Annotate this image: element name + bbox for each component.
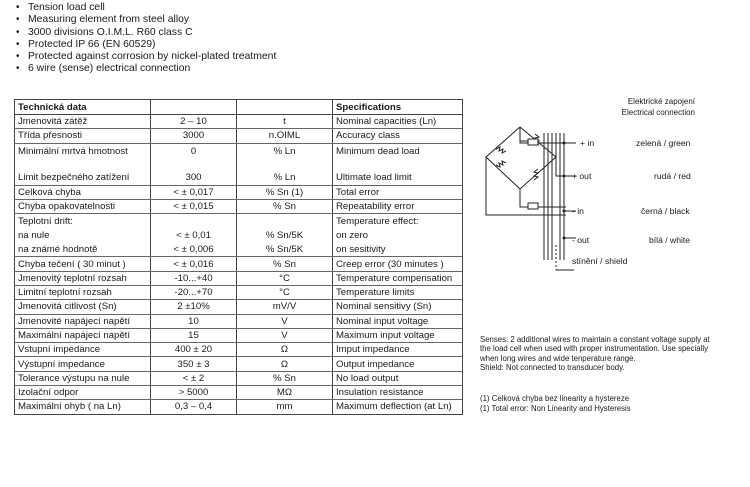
- row-value: < ± 0,016: [151, 257, 237, 271]
- row-cz: Jmenovitá citlivost (Sn): [15, 300, 151, 314]
- row-value: < ± 0,01: [151, 228, 237, 242]
- footnote-en: (1) Total error: Non Linearity and Hysteresis: [480, 404, 631, 413]
- wire-color-white: bílá / white: [649, 235, 691, 245]
- row-unit: % Sn/5K: [237, 228, 333, 242]
- row-cz: na nule: [15, 228, 151, 242]
- row-cz: Maximální napájecí napětí: [15, 328, 151, 342]
- row-value: < ± 0,015: [151, 200, 237, 214]
- row-unit: Ω: [237, 357, 333, 371]
- table-row: [15, 115, 463, 129]
- row-cz: na známé hodnotě: [15, 243, 151, 257]
- table-row: [15, 314, 463, 328]
- row-value: 2 – 10: [151, 115, 237, 129]
- row-unit: % Sn (1): [237, 185, 333, 199]
- row-cz: Jmenovitý teplotní rozsah: [15, 271, 151, 285]
- row-unit: % Ln: [237, 143, 333, 171]
- row-cz: Jmenovité napájecí napětí: [15, 314, 151, 328]
- row-en: Total error: [333, 185, 463, 199]
- footnotes: [480, 394, 631, 414]
- row-unit: Ω: [237, 343, 333, 357]
- row-en: Nominal input voltage: [333, 314, 463, 328]
- row-value: -20...+70: [151, 285, 237, 299]
- table-row: [15, 357, 463, 371]
- pin-minus-out: - out: [572, 235, 590, 245]
- row-unit: MΩ: [237, 386, 333, 400]
- row-en: Maximum input voltage: [333, 328, 463, 342]
- row-en: Imput impedance: [333, 343, 463, 357]
- table-row: [15, 185, 463, 199]
- row-value: 0: [151, 143, 237, 171]
- row-unit: °C: [237, 271, 333, 285]
- row-cz: Vstupní impedance: [15, 343, 151, 357]
- row-unit: °C: [237, 285, 333, 299]
- row-en: Ultimate load limit: [333, 171, 463, 185]
- table-row: [15, 386, 463, 400]
- row-cz: Maximální ohyb ( na Ln): [15, 400, 151, 414]
- shield-note: Shield: Not connected to transducer body.: [480, 363, 625, 373]
- row-value: 400 ± 20: [151, 343, 237, 357]
- header-value: [151, 100, 237, 115]
- row-value: 15: [151, 328, 237, 342]
- resistor-1: [496, 147, 506, 153]
- feature-list: [16, 2, 346, 76]
- row-en: Output impedance: [333, 357, 463, 371]
- row-unit: % Sn: [237, 371, 333, 385]
- feature-item: • Protected against corrosion by nickel-plated treatment: [16, 51, 346, 63]
- row-unit: % Sn: [237, 257, 333, 271]
- feature-item: • Measuring element from steel alloy: [16, 14, 346, 26]
- row-cz: Chyba tečení ( 30 minut ): [15, 257, 151, 271]
- table-row: [15, 129, 463, 143]
- row-en: Nominal capacities (Ln): [333, 115, 463, 129]
- row-value: < ± 2: [151, 371, 237, 385]
- table-row: [15, 171, 463, 185]
- header-en: Specifications: [333, 100, 463, 115]
- table-row: [15, 343, 463, 357]
- table-row: [15, 300, 463, 314]
- row-cz: Jmenovitá zátěž: [15, 115, 151, 129]
- row-value: < ± 0,017: [151, 185, 237, 199]
- row-en: Creep error (30 minutes ): [333, 257, 463, 271]
- row-value: > 5000: [151, 386, 237, 400]
- wire-color-red: rudá / red: [654, 171, 691, 181]
- row-en: Repeatability error: [333, 200, 463, 214]
- row-unit: [237, 214, 333, 228]
- table-row: [15, 257, 463, 271]
- row-value: 350 ± 3: [151, 357, 237, 371]
- pin-plus-in: + in: [580, 138, 595, 148]
- row-en: Temperature effect:: [333, 214, 463, 228]
- diagram-title-en: Electrical connection: [621, 107, 695, 117]
- table-row: [15, 371, 463, 385]
- pin-plus-out: + out: [572, 171, 592, 181]
- row-en: Temperature compensation: [333, 271, 463, 285]
- table-row: [15, 400, 463, 414]
- row-en: Accuracy class: [333, 129, 463, 143]
- feature-item: • Tension load cell: [16, 2, 346, 14]
- row-unit: mV/V: [237, 300, 333, 314]
- row-unit: V: [237, 328, 333, 342]
- table-row: [15, 214, 463, 228]
- table-row: [15, 143, 463, 171]
- notes-block: [480, 335, 720, 373]
- row-en: Temperature limits: [333, 285, 463, 299]
- table-row: [15, 285, 463, 299]
- wire-color-black: černá / black: [641, 206, 690, 216]
- row-cz: Teplotní drift:: [15, 214, 151, 228]
- pin-minus-in: - in: [572, 206, 584, 216]
- row-value: 0,3 – 0,4: [151, 400, 237, 414]
- row-en: on zero: [333, 228, 463, 242]
- header-unit: [237, 100, 333, 115]
- row-en: Minimum dead load: [333, 143, 463, 171]
- feature-item: • 3000 divisions O.I.M.L. R60 class C: [16, 27, 346, 39]
- row-cz: Limitní teplotní rozsah: [15, 285, 151, 299]
- resistor-4: [534, 169, 538, 180]
- row-cz: Limit bezpečného zatížení: [15, 171, 151, 185]
- row-unit: V: [237, 314, 333, 328]
- row-en: on sesitivity: [333, 243, 463, 257]
- row-en: Nominal sensitivy (Sn): [333, 300, 463, 314]
- row-en: Insulation resistance: [333, 386, 463, 400]
- row-en: No load output: [333, 371, 463, 385]
- feature-item: • 6 wire (sense) electrical connection: [16, 63, 346, 75]
- row-value: 10: [151, 314, 237, 328]
- row-cz: Třída přesnosti: [15, 129, 151, 143]
- row-en: Maximum deflection (at Ln): [333, 400, 463, 414]
- table-header-row: [15, 100, 463, 115]
- row-value: 3000: [151, 129, 237, 143]
- bridge-diamond: [486, 127, 556, 189]
- row-unit: n.OIML: [237, 129, 333, 143]
- row-unit: mm: [237, 400, 333, 414]
- row-unit: t: [237, 115, 333, 129]
- row-unit: % Sn/5K: [237, 243, 333, 257]
- row-cz: Výstupní impedance: [15, 357, 151, 371]
- diagram-title-cz: Elektrické zapojení: [627, 97, 695, 106]
- resistor-3: [496, 161, 506, 167]
- row-unit: % Sn: [237, 200, 333, 214]
- row-value: 300: [151, 171, 237, 185]
- spec-table: [14, 99, 463, 415]
- row-cz: Tolerance výstupu na nule: [15, 371, 151, 385]
- row-value: [151, 214, 237, 228]
- footnote-cz: (1) Celková chyba bez linearity a hystereze: [480, 394, 630, 403]
- feature-item: • Protected IP 66 (EN 60529): [16, 39, 346, 51]
- row-value: < ± 0,006: [151, 243, 237, 257]
- wire-color-green: zelená / green: [636, 138, 691, 148]
- wiring-diagram: [478, 95, 578, 275]
- senses-note: Senses: 2 additional wires to maintain a constant voltage supply at the load cell when used with proper instrumentation. Use specially when long wires and wide tenperature range.: [480, 335, 710, 363]
- row-cz: Chyba opakovatelnosti: [15, 200, 151, 214]
- header-cz: Technická data: [15, 100, 151, 115]
- table-row: [15, 228, 463, 242]
- table-row: [15, 271, 463, 285]
- table-row: [15, 200, 463, 214]
- row-value: 2 ±10%: [151, 300, 237, 314]
- shield-label: stínění / shield: [572, 256, 628, 266]
- table-row: [15, 328, 463, 342]
- row-cz: Minimální mrtvá hmotnost: [15, 143, 151, 171]
- table-row: [15, 243, 463, 257]
- row-value: -10...+40: [151, 271, 237, 285]
- row-unit: % Ln: [237, 171, 333, 185]
- row-cz: Celková chyba: [15, 185, 151, 199]
- row-cz: Izolační odpor: [15, 386, 151, 400]
